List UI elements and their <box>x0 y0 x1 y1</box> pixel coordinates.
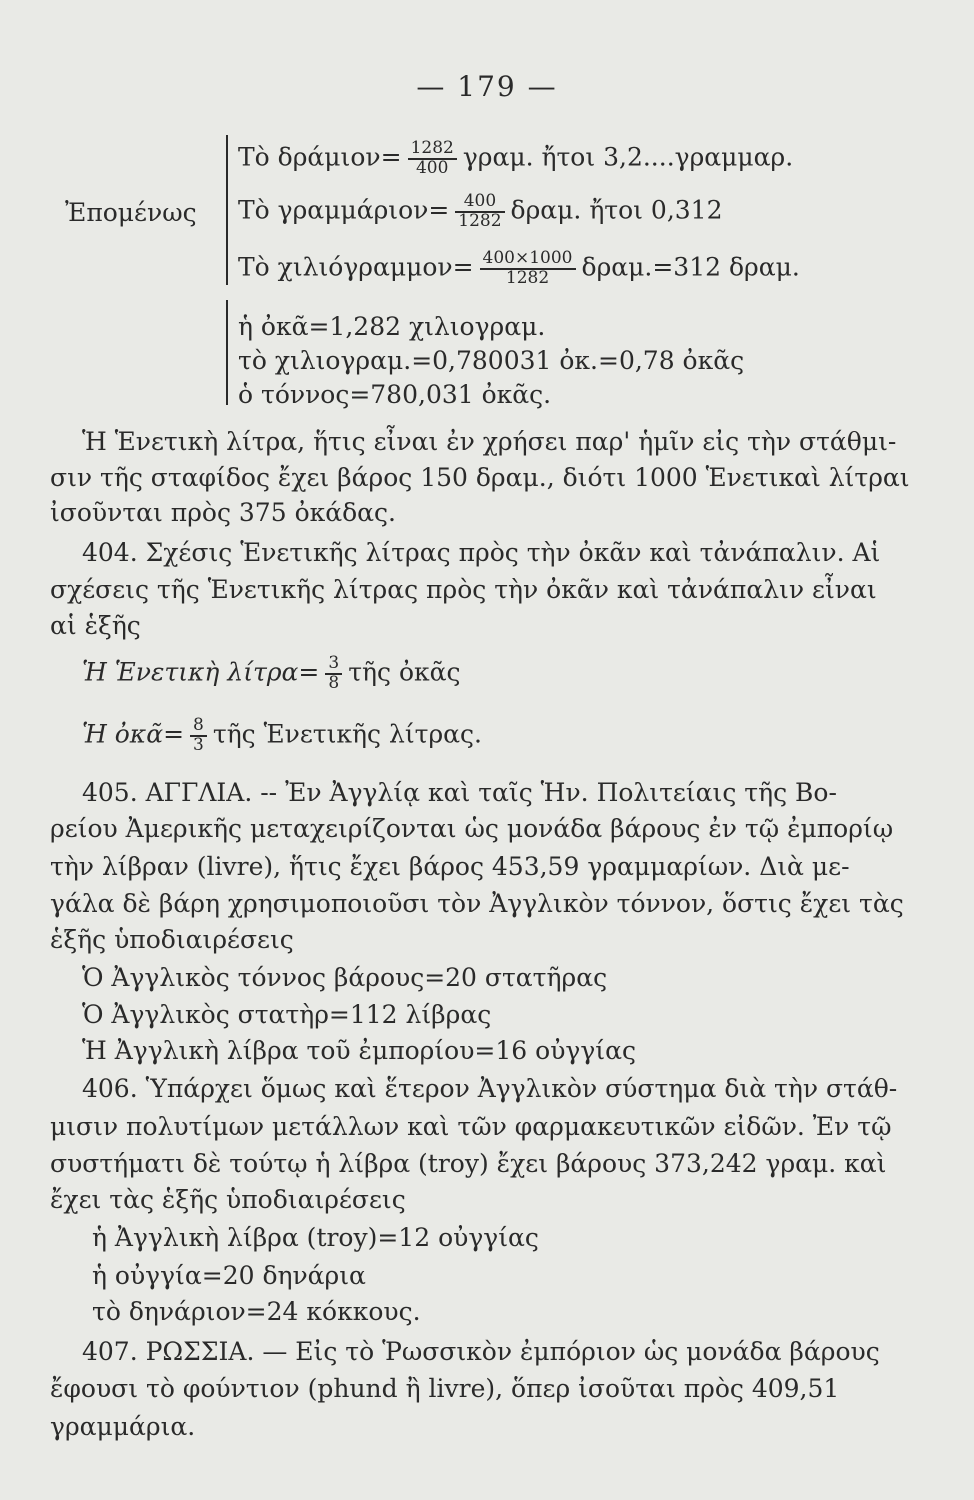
conversion-lhs: Τὸ δράμιον= <box>238 142 402 172</box>
fraction-denominator: 1282 <box>458 210 502 231</box>
text-line: γραμμάρια. <box>50 1412 196 1441</box>
conversion-rhs: δραμ.=312 δραμ. <box>581 252 800 282</box>
text-line: τὴν λίβραν (livre), ἥτις ἔχει βάρος 453,59 γραμμαρίων. Διὰ με- <box>50 852 850 881</box>
fraction <box>325 655 342 693</box>
list-item: Ὁ Ἀγγλικὸς στατὴρ=112 λίβρας <box>82 1000 492 1029</box>
equation-line <box>82 717 482 755</box>
text-line: ρείου Ἀμερικῆς μεταχειρίζονται ὡς μονάδα βάρους ἐν τῷ ἐμπορίῳ <box>50 814 894 843</box>
text-line: Ἡ Ἑνετικὴ λίτρα, ἥτις εἶναι ἐν χρήσει παρ' ἡμῖν εἰς τὴν στάθμι- <box>82 427 897 456</box>
fraction-denominator: 400 <box>415 157 449 178</box>
fraction <box>455 193 504 231</box>
list-item: ἡ οὐγγία=20 δηνάρια <box>92 1261 366 1290</box>
text-line: ἔχει τὰς ἑξῆς ὑποδιαιρέσεις <box>50 1185 406 1214</box>
list-item: Ἡ Ἀγγλικὴ λίβρα τοῦ ἐμπορίου=16 οὐγγίας <box>82 1036 636 1065</box>
equation-rhs: τῆς Ἑνετικῆς λίτρας. <box>212 719 482 749</box>
text-line: ἑξῆς ὑποδιαιρέσεις <box>50 925 294 954</box>
fraction-numerator: 400×1000 <box>480 250 576 270</box>
fraction-numerator: 1282 <box>408 140 457 160</box>
fraction <box>480 250 576 288</box>
conversion-line: ὁ τόννος=780,031 ὀκᾶς. <box>238 380 552 409</box>
side-label: Ἐπομένως <box>65 198 197 227</box>
text-line: μισιν πολυτίμων μετάλλων καὶ τῶν φαρμακευτικῶν εἰδῶν. Ἐν τῷ <box>50 1112 892 1141</box>
fraction-numerator: 400 <box>455 193 504 213</box>
list-item: ἡ Ἀγγλικὴ λίβρα (troy)=12 οὐγγίας <box>92 1223 539 1252</box>
equation-rhs: τῆς ὀκᾶς <box>348 657 461 687</box>
text-line: ἔφουσι τὸ φούντιον (phund ἢ livre), ὅπερ ἰσοῦται πρὸς 409,51 <box>50 1374 840 1403</box>
section-heading-line: 405. ΑΓΓΛΙΑ. -- Ἐν Ἀγγλίᾳ καὶ ταῖς Ἡν. Πολιτείαις τῆς Βο- <box>82 778 837 807</box>
section-heading-line: 404. Σχέσις Ἑνετικῆς λίτρας πρὸς τὴν ὀκᾶν καὶ τἀνάπαλιν. Αἱ <box>82 538 881 567</box>
conversion-line: τὸ χιλιογραμ.=0,780031 ὀκ.=0,78 ὀκᾶς <box>238 346 745 375</box>
fraction-denominator: 3 <box>193 734 204 755</box>
equation-lhs: Ἡ ὀκᾶ= <box>82 719 185 749</box>
equation-line <box>82 655 461 693</box>
fraction-denominator: 1282 <box>505 267 550 288</box>
equation-lhs: Ἡ Ἑνετικὴ λίτρα= <box>82 657 320 687</box>
fraction-numerator: 8 <box>190 717 207 737</box>
text-line: αἱ ἑξῆς <box>50 611 141 640</box>
text-line: σιν τῆς σταφίδος ἔχει βάρος 150 δραμ., διότι 1000 Ἑνετικαὶ λίτραι <box>50 463 910 492</box>
conversion-line <box>238 140 793 178</box>
conversion-rhs: γραμ. ἤτοι 3,2....γραμμαρ. <box>462 142 794 172</box>
section-heading-line: 406. Ὑπάρχει ὅμως καὶ ἕτερον Ἀγγλικὸν σύστημα διὰ τὴν στάθ- <box>82 1074 898 1103</box>
conversion-line <box>238 250 800 288</box>
list-item: τὸ δηνάριον=24 κόκκους. <box>92 1297 421 1326</box>
conversion-lhs: Τὸ χιλιόγραμμον= <box>238 252 474 282</box>
list-item: Ὁ Ἀγγλικὸς τόννος βάρους=20 στατῆρας <box>82 963 608 992</box>
fraction-denominator: 8 <box>328 672 340 693</box>
fraction <box>408 140 457 178</box>
section-heading-line: 407. ΡΩΣΣΙΑ. — Εἰς τὸ Ῥωσσικὸν ἐμπόριον ὡς μονάδα βάρους <box>82 1337 880 1366</box>
fraction <box>190 717 207 755</box>
conversion-line: ἡ ὀκᾶ=1,282 χιλιογραμ. <box>238 312 546 341</box>
text-line: γάλα δὲ βάρη χρησιμοποιοῦσι τὸν Ἀγγλικὸν τόννον, ὅστις ἔχει τὰς <box>50 889 904 918</box>
fraction-numerator: 3 <box>325 655 342 675</box>
text-line: ἰσοῦνται πρὸς 375 ὀκάδας. <box>50 498 397 527</box>
text-line: συστήματι δὲ τούτῳ ἡ λίβρα (troy) ἔχει βάρους 373,242 γραμ. καὶ <box>50 1149 887 1178</box>
conversion-lhs: Τὸ γραμμάριον= <box>238 195 450 225</box>
text-line: σχέσεις τῆς Ἑνετικῆς λίτρας πρὸς τὴν ὀκᾶν καὶ τἀνάπαλιν εἶναι <box>50 575 877 604</box>
conversion-line <box>238 193 723 231</box>
page-number: — 179 — <box>416 70 558 103</box>
conversion-rhs: δραμ. ἤτοι 0,312 <box>510 195 723 225</box>
